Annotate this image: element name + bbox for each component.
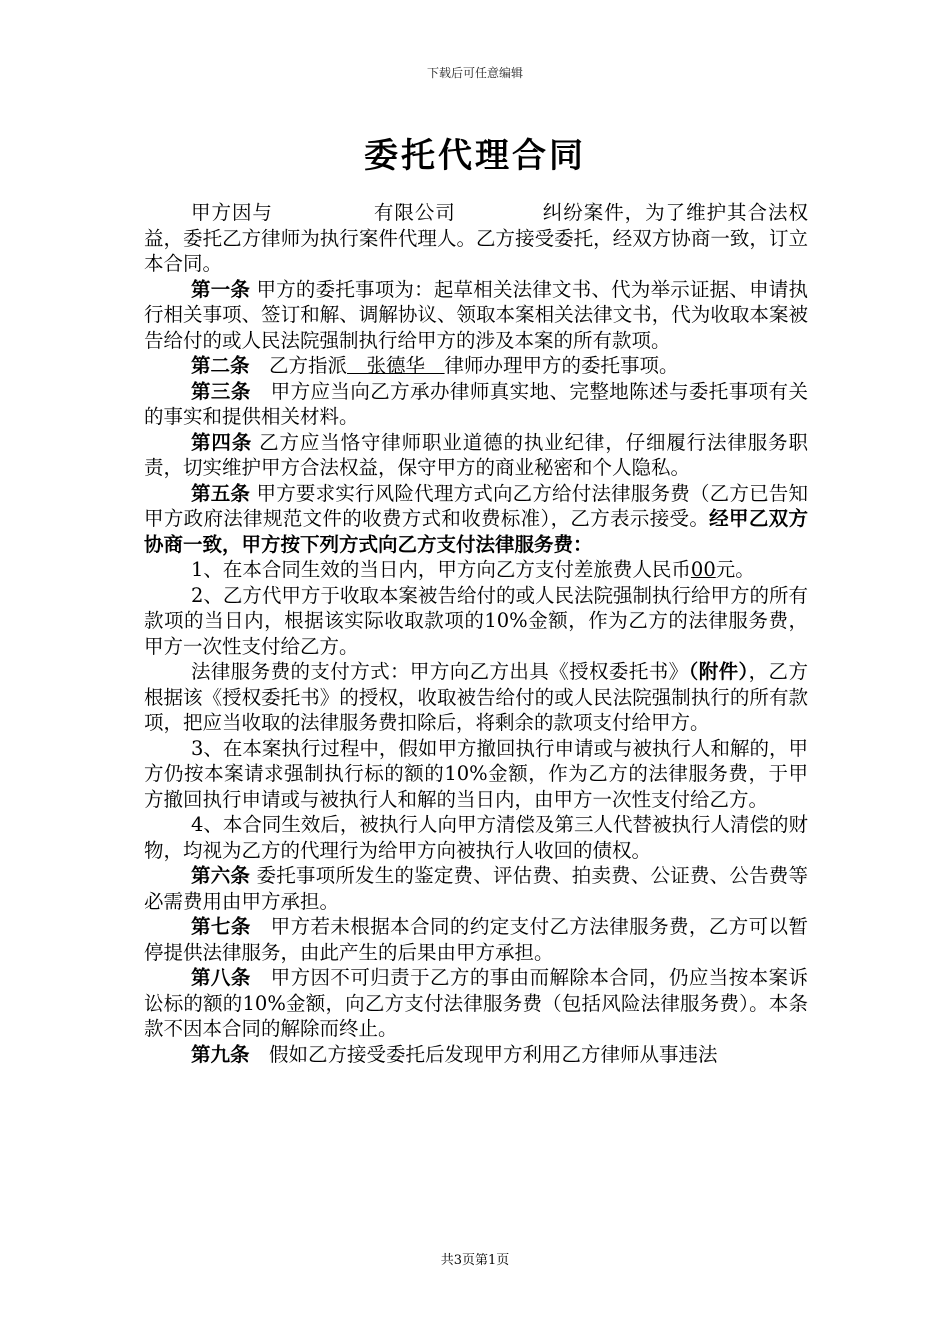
article-6-label: 第六条 [191, 864, 251, 887]
intro-part-b: 有限公司 [372, 201, 456, 224]
article-1 [144, 277, 808, 354]
article-2-text-post: 律师办理甲方的委托事项。 [444, 354, 679, 377]
intro-paragraph [144, 200, 808, 277]
article-8 [144, 965, 808, 1042]
article-4-text: 乙方应当恪守律师职业道德的执业纪律，仔细履行法律服务职责，切实维护甲方合法权益，保守甲方的商业秘密和个人隐私。 [144, 430, 808, 479]
article-9-label: 第九条 [191, 1042, 250, 1066]
article-7-text: 甲方若未根据本合同的约定支付乙方法律服务费，乙方可以暂停提供法律服务，由此产生的后果由甲方承担。 [144, 915, 808, 964]
intro-part-c: 纠纷案件，为了维护其合法权益，委托乙方律师为执行案件代理人。乙方接受委托，经双方协商一致，订立本合同。 [144, 201, 808, 275]
article-1-label: 第一条 [191, 277, 251, 301]
fee-item-4: 4、本合同生效后，被执行人向甲方清偿及第三人代替被执行人清偿的财物，均视为乙方的代理行为给甲方向被执行人收回的债权。 [144, 813, 808, 862]
travel-fee-amount: 00 [690, 558, 716, 581]
intro-part-a: 甲方因与 [191, 201, 273, 224]
article-6-text: 委托事项所发生的鉴定费、评估费、拍卖费、公证费、公告费等必需费用由甲方承担。 [144, 864, 808, 913]
article-4 [144, 430, 808, 481]
article-2-label: 第二条 [191, 354, 250, 377]
contract-body [144, 200, 808, 1067]
article-2 [144, 353, 808, 379]
article-7 [144, 914, 808, 965]
article-1-text: 甲方的委托事项为：起草相关法律文书、代为举示证据、申请执行相关事项、签订和解、调解协议、领取本案相关法律文书，代为收取本案被告给付的或人民法院强制执行给甲方的涉及本案的所有款项。 [144, 277, 808, 352]
fee-item-1-text: 1、在本合同生效的当日内，甲方向乙方支付差旅费人民币 [191, 558, 691, 581]
page-footer: 共3页第1页 [440, 1253, 510, 1268]
article-9 [144, 1042, 808, 1068]
payment-method-a: 法律服务费的支付方式：甲方向乙方出具《授权委托书》 [191, 660, 689, 683]
article-8-label: 第八条 [191, 966, 251, 989]
page-header: 下载后可任意编辑 [426, 66, 523, 80]
article-6 [144, 863, 808, 914]
lawyer-name: 张德华 [347, 354, 445, 377]
fee-item-1 [144, 557, 808, 583]
document-title: 委托代理合同 [364, 136, 586, 176]
article-7-label: 第七条 [191, 915, 251, 938]
article-9-text: 假如乙方接受委托后发现甲方利用乙方律师从事违法 [249, 1042, 718, 1066]
article-2-text-pre: 乙方指派 [249, 354, 348, 377]
fee-item-3: 3、在本案执行过程中，假如甲方撤回执行申请或与被执行人和解的，甲方仍按本案请求强制执行标的额的10%金额，作为乙方的法律服务费，于甲方撤回执行申请或与被执行人和解的当日内，由甲方一次性支付给乙方。 [144, 736, 808, 811]
article-5 [144, 481, 808, 558]
article-3 [144, 379, 808, 430]
article-4-label: 第四条 [191, 430, 253, 454]
article-3-text: 甲方应当向乙方承办律师真实地、完整地陈述与委托事项有关的事实和提供相关材料。 [144, 379, 808, 428]
payment-method-c: ，乙方根据该《授权委托书》的授权，收取被告给付的或人民法院强制执行的所有款项，把应当收取的法律服务费扣除后，将剩余的款项支付给甲方。 [144, 660, 808, 734]
article-8-text: 甲方因不可归责于乙方的事由而解除本合同，仍应当按本案诉讼标的额的10%金额，向乙方支付法律服务费（包括风险法律服务费）。本条款不因本合同的解除而终止。 [144, 966, 808, 1040]
payment-method [144, 659, 808, 736]
fee-item-1-unit: 元。 [715, 558, 755, 581]
article-5-text: 甲方要求实行风险代理方式向乙方给付法律服务费（乙方已告知甲方政府法律规范文件的收费方式和收费标准），乙方表示接受。 [144, 481, 808, 530]
article-5-label: 第五条 [191, 481, 251, 505]
fee-item-2: 2、乙方代甲方于收取本案被告给付的或人民法院强制执行给甲方的所有款项的当日内，根据该实际收取款项的10%金额，作为乙方的法律服务费，甲方一次性支付给乙方。 [144, 583, 808, 658]
article-3-label: 第三条 [191, 379, 251, 403]
attachment-note: （附件） [688, 660, 749, 683]
article-5-bold-text: 经甲乙双方协商一致，甲方按下列方式向乙方支付法律服务费： [144, 507, 808, 556]
